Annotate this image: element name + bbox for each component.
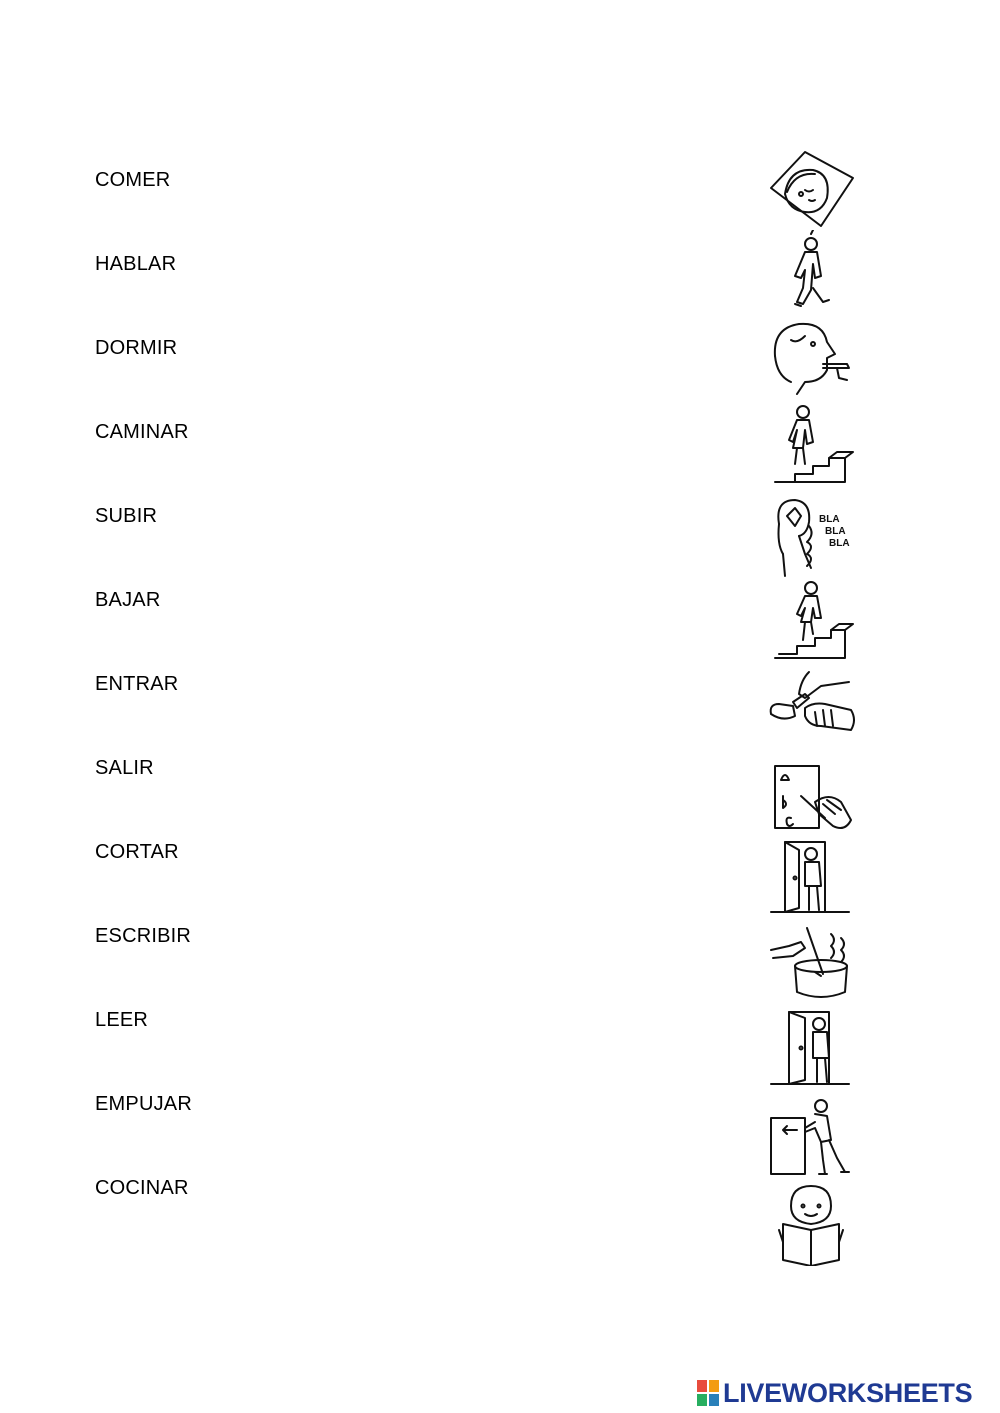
entering-door-icon[interactable] <box>765 836 855 920</box>
word-item: SALIR <box>95 757 154 779</box>
word-item: LEER <box>95 1009 149 1031</box>
word-item: CORTAR <box>95 841 179 863</box>
word-item: COCINAR <box>95 1177 189 1199</box>
word-item: COMER <box>95 169 171 191</box>
going-up-stairs-icon[interactable] <box>765 578 855 662</box>
phone-text: BLA <box>825 526 846 537</box>
phone-text: BLA <box>829 538 850 549</box>
phone-text: BLA <box>819 514 840 525</box>
word-item: ENTRAR <box>95 673 179 695</box>
brand-logo[interactable] <box>696 1378 972 1408</box>
sleeping-icon[interactable] <box>765 144 855 228</box>
word-item: ESCRIBIR <box>95 925 192 947</box>
walking-icon[interactable] <box>765 230 855 314</box>
eating-icon[interactable] <box>765 316 855 400</box>
word-item: SUBIR <box>95 505 158 527</box>
writing-icon[interactable] <box>765 752 855 836</box>
word-item: DORMIR <box>95 337 178 359</box>
brand-name: LIVEWORKSHEETS <box>723 1377 973 1408</box>
going-down-stairs-icon[interactable] <box>765 402 855 486</box>
word-item: CAMINAR <box>95 421 189 443</box>
cooking-icon[interactable] <box>765 920 855 1004</box>
cutting-icon[interactable] <box>765 664 855 748</box>
word-item: EMPUJAR <box>95 1093 192 1115</box>
word-item: BAJAR <box>95 589 161 611</box>
liveworksheets-logo-icon <box>696 1379 720 1407</box>
talking-phone-icon[interactable] <box>765 494 855 578</box>
word-item: HABLAR <box>95 253 177 275</box>
exiting-door-icon[interactable] <box>765 1006 855 1090</box>
pushing-icon[interactable] <box>765 1094 855 1178</box>
reading-icon[interactable] <box>765 1182 855 1266</box>
